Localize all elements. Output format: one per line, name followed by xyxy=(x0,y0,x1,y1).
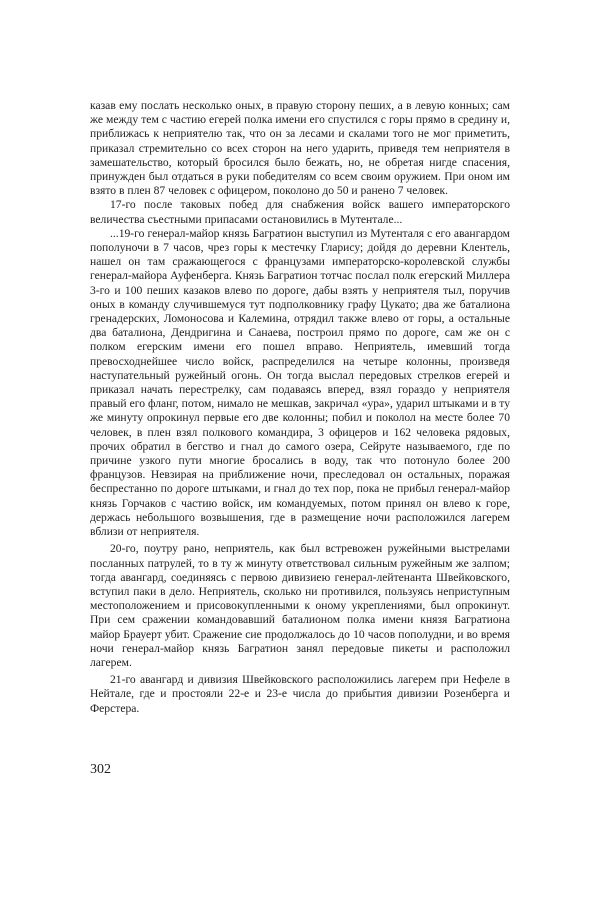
body-text xyxy=(90,99,510,716)
page-number: 302 xyxy=(90,762,111,777)
paragraph: ...19-го генерал-майор князь Багратион выступил из Мутенталя с его авангардом пополуночи в 7 часов, чрез горы к местечку Гларису; дойдя до деревни Клентель, нашел он там сражающегося с французами императорско-королевской службы генерал-майора Ауфенберга. Князь Багратион тотчас послал полк егерский Миллера 3-го и 100 пеших казаков влево по дороге, дабы взять у неприятеля тыл, поручив оных в команду случившемуся тут подполковнику графу Цукато; два же баталиона гренадерских, Ломоносова и Калемина, отрядил также влево от горы, а остальные два баталиона, Дендригина и Санаева, построил прямо по дороге, сам же он с полком егерским имени его пошел вправо. Неприятель, имевший тогда превосходнейшее число войск, распределился на четыре колонны, произведя наступательный ружейный огонь. Он тогда выслал передовых стрелков егерей и приказал начать перестрелку, сам подаваясь вперед, взял гораздо у неприятеля правый его фланг, потом, нимало не мешкав, закричал «ура», ударил штыками и в ту же минуту опрокинул первые его две колонны; побил и поколол на месте более 70 человек, в плен взял полкового командира, 3 офицеров и 162 человека рядовых, прочих обратил в бегство и гнал до самого озера, Сейруте называемого, где по причине узкого пути многие бросались в воду, так что потонуло более 200 французов. Невзирая на приближение ночи, преследовал он остальных, поражая беспрестанно по дороге штыками, и гнал до тех пор, пока не прибыл генерал-майор князь Горчаков с частию войск, им командуемых, потом принял он влево к горе, держась небольшого возвышения, где в размещение ночи расположился лагерем вблизи от неприятеля. xyxy=(90,226,510,539)
paragraph: 17-го после таковых побед для снабжения войск вашего императорского величества съестными припасами остановились в Мутентале... xyxy=(90,198,510,226)
paragraph: 20-го, поутру рано, неприятель, как был встревожен ружейными выстрелами посланных патрулей, то в ту ж минуту ответствовал сильным ружейным же залпом; тогда авангард, соединяясь с первою дивизиею генерал-лейтенанта Швейковского, вступил паки в дело. Неприятель, сколько ни противился, пользуясь неприступным местоположением и присовокупленными к оному укреплениями, был опрокинут. При сем сражении командовавший баталионом полка имени князя Багратиона майор Брауерт убит. Сражение сие продолжалось до 10 часов пополудни, и во время ночи генерал-майор князь Багратион занял передовые пикеты и расположил лагерем. xyxy=(90,542,510,669)
paragraph: казав ему послать несколько оных, в правую сторону пеших, а в левую конных; сам же между тем с частию егерей полка имени его спустился с горы прямо в средину и, приближась к неприятелю так, что он за лесами и скалами того не мог приметить, приказал стремительно со всех сторон на него ударить, приведя тем неприятеля в замешательство, который бросился было бежать, но, не обретая нигде спасения, принужден был отдаться в руки победителям со всем своим оружием. При оном им взято в плен 87 человек с офицером, поколоно до 50 и ранено 7 человек. xyxy=(90,99,510,198)
paragraph: 21-го авангард и дивизия Швейковского расположились лагерем при Нефеле в Нейтале, где и простояли 22-е и 23-е числа до прибытия дивизии Розенберга и Ферстера. xyxy=(90,673,510,715)
